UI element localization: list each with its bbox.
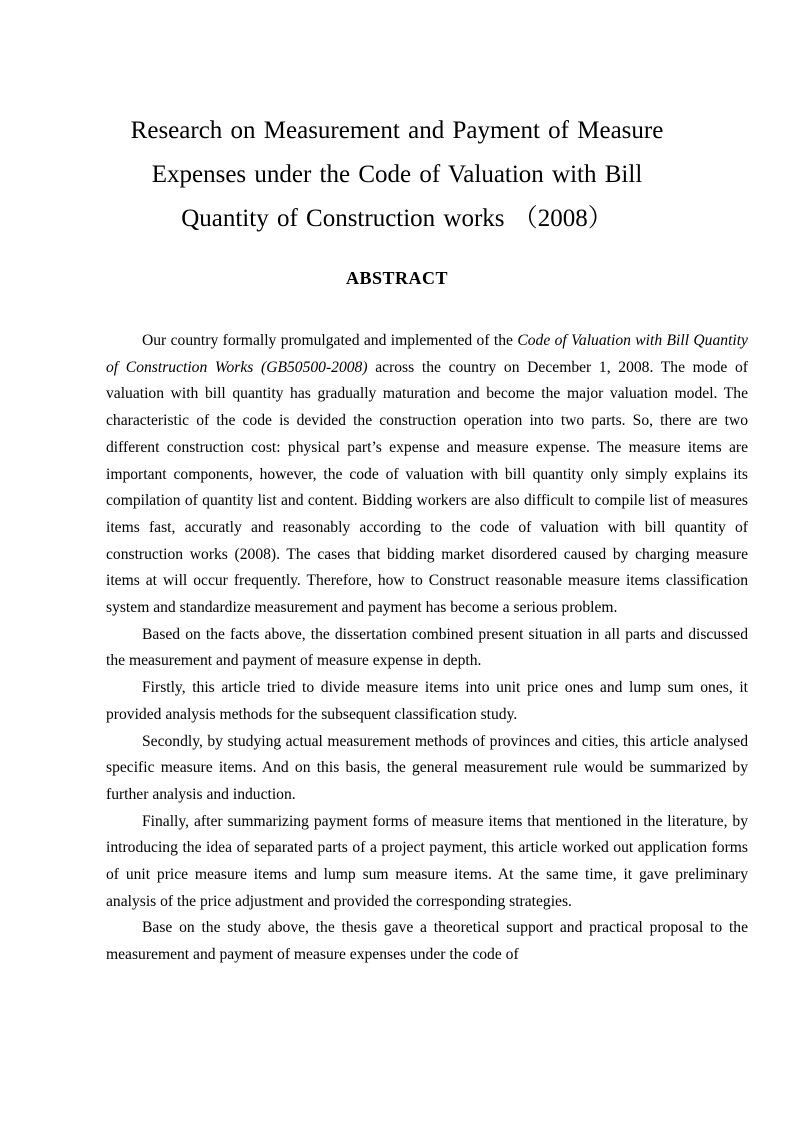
abstract-body — [106, 328, 748, 969]
title-line-1: Research on Measurement and Payment of Measure — [130, 116, 664, 144]
title-line-3: Quantity of Construction works （2008） — [181, 204, 613, 232]
abstract-paragraph-3: Firstly, this article tried to divide measure items into unit price ones and lump sum ones, it provided analysis methods for the subsequent classification study. — [106, 679, 748, 723]
paragraph-1-text-before: Our country formally promulgated and implemented of the — [142, 332, 518, 349]
paragraph-1-text-after: across the country on December 1, 2008. The mode of valuation with bill quantity has gradually maturation and become the major valuation model. The characteristic of the code is devided the construction operation into two parts. So, there are two different construction cost: physical part’s expense and measure expense. The measure items are important components, however, the code of valuation with bill quantity only simply explains its compilation of quantity list and content. Bidding workers are also difficult to compile list of measures items fast, accuratly and reasonably according to the code of valuation with bill quantity of construction works (2008). The cases that bidding market disordered caused by charging measure items at will occur frequently. Therefore, how to Construct reasonable measure items classification system and standardize measurement and payment has become a serious problem. — [106, 358, 748, 617]
title-line-2: Expenses under the Code of Valuation with Bill — [151, 160, 643, 188]
abstract-paragraph-2: Based on the facts above, the dissertation combined present situation in all parts and discussed the measurement and payment of measure expense in depth. — [106, 625, 748, 670]
abstract-paragraph-4: Secondly, by studying actual measurement methods of provinces and cities, this article analysed specific measure items. And on this basis, the general measurement rule would be summarized by further analysis and induction. — [106, 732, 748, 803]
abstract-paragraph-6: Base on the study above, the thesis gave a theoretical support and practical proposal to the measurement and payment of measure expenses under the code of — [106, 919, 748, 964]
abstract-paragraph-1 — [106, 328, 748, 622]
abstract-paragraph-5: Finally, after summarizing payment forms of measure items that mentioned in the literature, by introducing the idea of separated parts of a project payment, this article worked out application forms of unit price measure items and lump sum measure items. At the same time, it gave preliminary analysis of the price adjustment and provided the corresponding strategies. — [106, 812, 748, 910]
paper-title — [60, 109, 734, 241]
code-title-italic: Code of Valuation with Bill Quantity of Construction Works (GB50500-2008) — [106, 332, 748, 376]
abstract-heading: ABSTRACT — [345, 268, 449, 288]
